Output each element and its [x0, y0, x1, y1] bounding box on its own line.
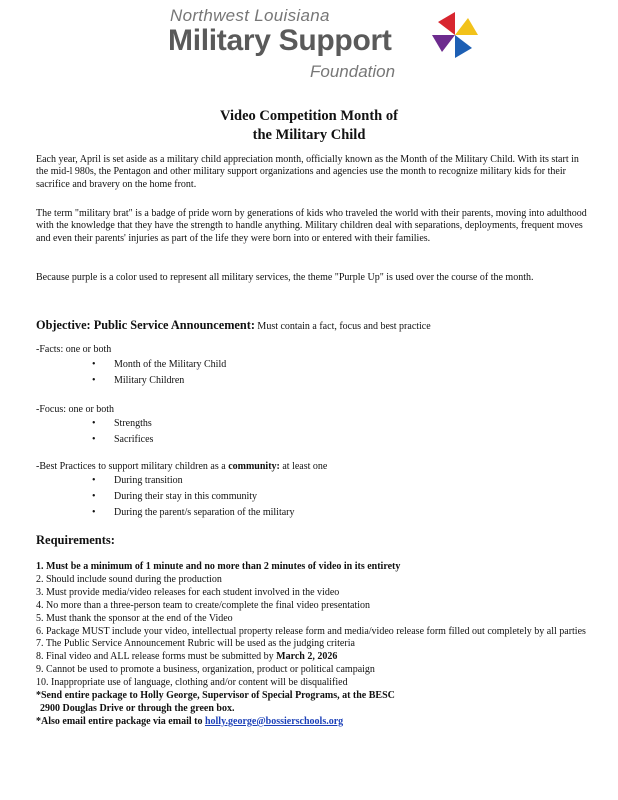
pinwheel-purple-blade: [432, 35, 455, 52]
intro-paragraph-2: The term "military brat" is a badge of pride worn by generations of kids who traveled the world with their parents, moving into adulthood with the knowledge that they have the strength to handle anything. Military children deal with separations, deployments, frequent moves and even their parents' injuries as part of the life they were born into or entered with their families.: [36, 208, 587, 244]
requirement-9: 9. Cannot be used to promote a business, organization, product or political campaign: [36, 664, 375, 676]
list-item: • Military Children: [92, 373, 226, 389]
focus-heading: -Focus: one or both: [36, 404, 115, 415]
requirement-5: 5. Must thank the sponsor at the end of the Video: [36, 612, 233, 624]
send-instructions-2: 2900 Douglas Drive or through the green box.: [40, 702, 235, 714]
best-practices-list: [92, 473, 295, 521]
objective-label: Objective: Public Service Announcement:: [36, 318, 255, 332]
pinwheel-icon: [428, 8, 482, 62]
intro-paragraph-1: Each year, April is set aside as a military child appreciation month, officially known as the Month of the Military Child. With its start in the mid-l 980s, the Pentagon and other military support organizations and agencies use the month to recognize military kids for their sacrifice and bravery on the home front.: [36, 154, 579, 190]
list-item: • Sacrifices: [92, 432, 153, 448]
list-item: • During the parent/s separation of the military: [92, 505, 295, 521]
requirement-2: 2. Should include sound during the production: [36, 573, 222, 585]
pinwheel-yellow-blade: [455, 18, 478, 35]
logo-line-1: Northwest Louisiana: [170, 6, 330, 25]
focus-list: [92, 416, 153, 448]
foundation-logo: [168, 6, 458, 88]
logo-line-3: Foundation: [310, 62, 396, 81]
requirement-10: 10. Inappropriate use of language, clothing and/or content will be disqualified: [36, 677, 348, 689]
page-title: Video Competition Month of the Military Child: [220, 108, 398, 143]
requirement-7: 7. The Public Service Announcement Rubric will be used as the judging criteria: [36, 638, 355, 650]
list-item: • Month of the Military Child: [92, 357, 226, 373]
requirement-1: 1. Must be a minimum of 1 minute and no more than 2 minutes of video in its entirety: [36, 561, 401, 572]
objective-line: [36, 318, 431, 333]
deadline-date: March 2, 2026: [276, 651, 338, 663]
intro-paragraph-3: Because purple is a color used to represent all military services, the theme "Purple Up" is used over the course of the month.: [36, 272, 534, 283]
list-item: • During transition: [92, 473, 295, 489]
list-item: • Strengths: [92, 416, 153, 432]
email-instructions: *Also email entire package via email to holly.george@bossierschools.org: [36, 715, 344, 727]
requirement-8: 8. Final video and ALL release forms must be submitted by March 2, 2026: [36, 651, 338, 663]
requirement-6: 6. Package MUST include your video, intellectual property release form and media/video release form filled out completely by all parties: [36, 625, 586, 637]
requirement-4: 4. No more than a three-person team to create/complete the final video presentation: [36, 599, 371, 611]
facts-heading: -Facts: one or both: [36, 344, 112, 355]
requirements-heading: Requirements:: [36, 533, 115, 547]
requirement-3: 3. Must provide media/video releases for each student involved in the video: [36, 586, 340, 598]
pinwheel-blue-blade: [455, 35, 472, 58]
pinwheel-red-blade: [438, 12, 455, 35]
logo-line-2: Military Support: [168, 24, 392, 57]
email-link[interactable]: holly.george@bossierschools.org: [204, 715, 344, 727]
best-practices-heading: -Best Practices to support military children as a community: at least one: [36, 461, 328, 472]
objective-text: Must contain a fact, focus and best practice: [257, 321, 431, 332]
list-item: • During their stay in this community: [92, 489, 295, 505]
requirements-list: [36, 561, 596, 729]
send-instructions-1: *Send entire package to Holly George, Supervisor of Special Programs, at the BESC: [36, 690, 395, 702]
facts-list: [92, 357, 226, 389]
